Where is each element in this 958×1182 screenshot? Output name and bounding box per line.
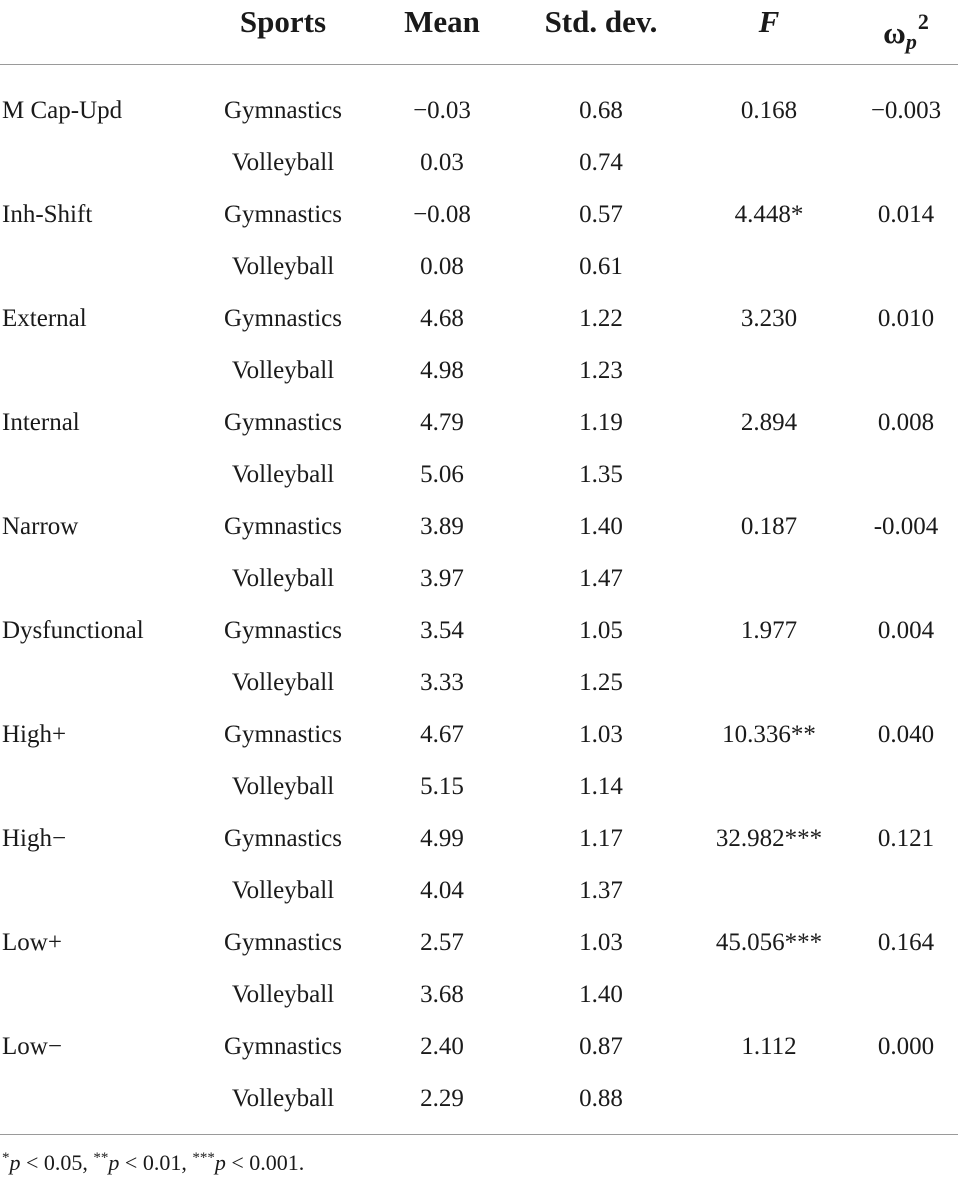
- omega-symbol: ω: [883, 15, 906, 50]
- mean-cell: 4.98: [420, 357, 464, 384]
- variable-cell: M Cap-Upd: [2, 97, 123, 124]
- header-sports: Sports: [239, 4, 327, 39]
- omega-cell: 0.164: [877, 929, 935, 956]
- sport-cell: Volleyball: [231, 461, 335, 488]
- f-value-cell: [684, 553, 854, 605]
- mean-cell: 4.67: [420, 721, 464, 748]
- mean-cell: 3.89: [420, 513, 464, 540]
- std-dev-cell: 1.05: [579, 617, 623, 644]
- omega-cell: 0.004: [877, 617, 935, 644]
- variable-cell: [0, 1073, 200, 1125]
- table-row: [0, 605, 958, 657]
- std-dev-cell: 1.25: [579, 669, 623, 696]
- std-dev-cell: 0.61: [579, 253, 623, 280]
- table-row: [0, 553, 958, 605]
- footnote-text-2: p < 0.01,: [108, 1150, 193, 1175]
- table-bottom-rule: [0, 1134, 958, 1135]
- std-dev-cell: 0.74: [579, 149, 623, 176]
- mean-cell: −0.08: [413, 201, 471, 228]
- f-value-cell: 10.336**: [722, 721, 816, 748]
- omega-cell: 0.014: [877, 201, 935, 228]
- f-value-cell: [684, 449, 854, 501]
- sport-cell: Volleyball: [231, 565, 335, 592]
- std-dev-cell: 1.14: [579, 773, 623, 800]
- table-row: [0, 397, 958, 449]
- variable-cell: Inh-Shift: [2, 201, 93, 228]
- header-mean: Mean: [404, 4, 480, 39]
- std-dev-cell: 1.35: [579, 461, 623, 488]
- variable-cell: External: [2, 305, 87, 332]
- omega-cell: −0.003: [870, 97, 942, 124]
- variable-cell: Dysfunctional: [2, 617, 144, 644]
- mean-cell: 3.97: [420, 565, 464, 592]
- omega-cell: [854, 449, 958, 501]
- table-row: [0, 917, 958, 969]
- mean-cell: 3.68: [420, 981, 464, 1008]
- variable-cell: [0, 345, 200, 397]
- table-row: [0, 189, 958, 241]
- variable-cell: [0, 657, 200, 709]
- header-omega: [854, 0, 958, 65]
- header-row: [0, 0, 958, 65]
- sport-cell: Gymnastics: [223, 929, 343, 956]
- omega-cell: [854, 761, 958, 813]
- mean-cell: 2.29: [420, 1085, 464, 1112]
- f-value-cell: [684, 761, 854, 813]
- f-value-cell: [684, 345, 854, 397]
- f-value-cell: [684, 969, 854, 1021]
- mean-cell: −0.03: [413, 97, 471, 124]
- variable-cell: [0, 761, 200, 813]
- mean-cell: 2.40: [420, 1033, 464, 1060]
- header-f: F: [758, 4, 780, 39]
- variable-cell: [0, 865, 200, 917]
- table-row: [0, 501, 958, 553]
- footnote-text-3: p < 0.001.: [214, 1150, 305, 1175]
- mean-cell: 0.03: [420, 149, 464, 176]
- sport-cell: Volleyball: [231, 877, 335, 904]
- f-value-cell: 2.894: [740, 409, 798, 436]
- omega-cell: -0.004: [873, 513, 939, 540]
- sport-cell: Volleyball: [231, 357, 335, 384]
- omega-cell: 0.000: [877, 1033, 935, 1060]
- f-value-cell: 45.056***: [715, 929, 823, 956]
- variable-cell: High+: [2, 721, 67, 748]
- f-value-cell: 4.448*: [734, 201, 804, 228]
- table-row: [0, 761, 958, 813]
- table-row: [0, 241, 958, 293]
- variable-cell: [0, 137, 200, 189]
- sport-cell: Volleyball: [231, 253, 335, 280]
- table-row: [0, 449, 958, 501]
- std-dev-cell: 1.19: [579, 409, 623, 436]
- table-body: [0, 65, 958, 1126]
- sport-cell: Gymnastics: [223, 513, 343, 540]
- f-value-cell: [684, 241, 854, 293]
- sport-cell: Volleyball: [231, 1085, 335, 1112]
- variable-cell: High−: [2, 825, 67, 852]
- std-dev-cell: 0.87: [579, 1033, 623, 1060]
- variable-cell: Internal: [2, 409, 80, 436]
- sport-cell: Gymnastics: [223, 97, 343, 124]
- header-variable: [0, 0, 200, 65]
- mean-cell: 4.04: [420, 877, 464, 904]
- footnote-stars-3: ***: [192, 1150, 215, 1166]
- table-row: [0, 657, 958, 709]
- std-dev-cell: 1.40: [579, 513, 623, 540]
- omega-cell: [854, 553, 958, 605]
- omega-cell: 0.010: [877, 305, 935, 332]
- table-row: [0, 293, 958, 345]
- table-row: [0, 709, 958, 761]
- variable-cell: Low+: [2, 929, 62, 956]
- f-value-cell: [684, 657, 854, 709]
- std-dev-cell: 1.23: [579, 357, 623, 384]
- sport-cell: Gymnastics: [223, 721, 343, 748]
- f-value-cell: [684, 137, 854, 189]
- f-value-cell: 0.168: [740, 97, 798, 124]
- footnote-text-1: p < 0.05,: [9, 1150, 94, 1175]
- std-dev-cell: 1.17: [579, 825, 623, 852]
- table-row: [0, 1073, 958, 1125]
- mean-cell: 3.33: [420, 669, 464, 696]
- sport-cell: Volleyball: [231, 669, 335, 696]
- table-row: [0, 1021, 958, 1073]
- f-value-cell: 1.112: [741, 1033, 797, 1060]
- table-row: [0, 969, 958, 1021]
- variable-cell: [0, 553, 200, 605]
- omega-cell: [854, 345, 958, 397]
- omega-cell: [854, 137, 958, 189]
- omega-subscript: p: [905, 29, 917, 54]
- variable-cell: Narrow: [2, 513, 79, 540]
- footnote-stars-2: **: [93, 1150, 109, 1166]
- sport-cell: Gymnastics: [223, 305, 343, 332]
- omega-cell: [854, 969, 958, 1021]
- footnote-stars-1: *: [2, 1150, 10, 1166]
- sport-cell: Gymnastics: [223, 825, 343, 852]
- f-value-cell: 3.230: [740, 305, 798, 332]
- sport-cell: Gymnastics: [223, 201, 343, 228]
- mean-cell: 4.79: [420, 409, 464, 436]
- sport-cell: Gymnastics: [223, 617, 343, 644]
- std-dev-cell: 1.40: [579, 981, 623, 1008]
- f-value-cell: 1.977: [740, 617, 798, 644]
- omega-cell: [854, 241, 958, 293]
- mean-cell: 0.08: [420, 253, 464, 280]
- f-value-cell: 0.187: [740, 513, 798, 540]
- variable-cell: [0, 969, 200, 1021]
- omega-cell: 0.121: [877, 825, 935, 852]
- mean-cell: 5.06: [420, 461, 464, 488]
- header-std-dev: Std. dev.: [544, 4, 658, 39]
- variable-cell: Low−: [2, 1033, 62, 1060]
- omega-cell: [854, 657, 958, 709]
- omega-cell: [854, 1073, 958, 1125]
- std-dev-cell: 0.88: [579, 1085, 623, 1112]
- variable-cell: [0, 241, 200, 293]
- table-row: [0, 137, 958, 189]
- mean-cell: 3.54: [420, 617, 464, 644]
- table-row: [0, 345, 958, 397]
- table-row: [0, 65, 958, 138]
- f-value-cell: [684, 1073, 854, 1125]
- f-value-cell: 32.982***: [715, 825, 823, 852]
- sport-cell: Gymnastics: [223, 409, 343, 436]
- mean-cell: 4.99: [420, 825, 464, 852]
- mean-cell: 4.68: [420, 305, 464, 332]
- std-dev-cell: 0.68: [579, 97, 623, 124]
- sport-cell: Volleyball: [231, 981, 335, 1008]
- std-dev-cell: 1.03: [579, 721, 623, 748]
- std-dev-cell: 0.57: [579, 201, 623, 228]
- std-dev-cell: 1.03: [579, 929, 623, 956]
- mean-cell: 2.57: [420, 929, 464, 956]
- table-row: [0, 865, 958, 917]
- table-row: [0, 813, 958, 865]
- f-value-cell: [684, 865, 854, 917]
- omega-cell: 0.008: [877, 409, 935, 436]
- std-dev-cell: 1.37: [579, 877, 623, 904]
- mean-cell: 5.15: [420, 773, 464, 800]
- sport-cell: Volleyball: [231, 773, 335, 800]
- std-dev-cell: 1.22: [579, 305, 623, 332]
- omega-cell: 0.040: [877, 721, 935, 748]
- sport-cell: Gymnastics: [223, 1033, 343, 1060]
- omega-superscript: 2: [917, 9, 929, 34]
- sport-cell: Volleyball: [231, 149, 335, 176]
- omega-cell: [854, 865, 958, 917]
- std-dev-cell: 1.47: [579, 565, 623, 592]
- variable-cell: [0, 449, 200, 501]
- significance-footnote: [2, 1150, 304, 1176]
